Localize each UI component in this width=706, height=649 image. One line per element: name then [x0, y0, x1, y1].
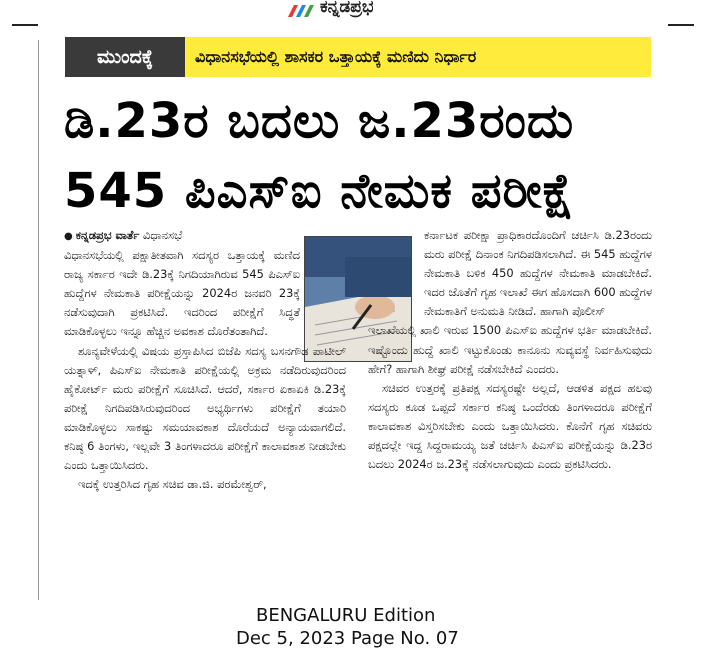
- kicker-text: ವಿಧಾನಸಭೆಯಲ್ಲಿ ಶಾಸಕರ ಒತ್ತಾಯಕ್ಕೆ ಮಣಿದು ನಿರ್ಧಾರ: [185, 37, 651, 77]
- article-column-left: [64, 226, 346, 494]
- article-paragraph-1: ವಿಧಾನಸಭೆಯಲ್ಲಿ ಪಕ್ಷಾತೀತವಾಗಿ ಸದಸ್ಯರ ಒತ್ತಾಯಕ್ಕೆ ಮಣಿದ ರಾಜ್ಯ ಸರ್ಕಾರ ಇದೇ ಡಿ.23ಕ್ಕೆ ನಿಗದಿಯಾಗಿರುವ 545 ಪಿಎಸ್‌ಐ ಹುದ್ದೆಗಳ ನೇಮಕಾತಿ ಪರೀಕ್ಷೆಯನ್ನು 2024ರ ಜನವರಿ 23ಕ್ಕೆ ನಡೆಸುವುದಾಗಿ ಪ್ರಕಟಿಸಿದೆ. ಇದರಿಂದ ಪರೀಕ್ಷೆಗೆ ಸಿದ್ಧತೆ ಮಾಡಿಕೊಳ್ಳಲು ಇನ್ನೂ ಹೆಚ್ಚಿನ ಅವಕಾಶ ದೊರೆತಂತಾಗಿದೆ.: [64, 248, 300, 339]
- article-column-right: [368, 226, 652, 474]
- article-byline: [64, 226, 300, 246]
- edition-label: BENGALURU Edition: [256, 605, 436, 626]
- masthead-logo-icon: [286, 3, 316, 17]
- article-paragraph-4: ಸಚಿವರ ಉತ್ತರಕ್ಕೆ ಪ್ರತಿಪಕ್ಷ ಸದಸ್ಯರಷ್ಟೇ ಅಲ್ಲದೆ, ಆಡಳಿತ ಪಕ್ಷದ ಹಲವು ಸದಸ್ಯರು ಕೂಡ ಒಪ್ಪದೆ ಸರ್ಕಾರ ಕನಿಷ್ಠ ಒಂದೆರಡು ತಿಂಗಳಾದರೂ ಪರೀಕ್ಷೆಗೆ ಕಾಲಾವಕಾಶ ವಿಸ್ತರಿಸಬೇಕು ಎಂದು ಒತ್ತಾಯಿಸಿದರು. ಕೊನೆಗೆ ಗೃಹ ಸಚಿವರು ಪಕ್ಷದಲ್ಲೇ ಇದ್ದ ಸಿದ್ದರಾಮಯ್ಯ ಜತೆ ಚರ್ಚಿಸಿ ಪಿಎಸ್‌ಐ ಪರೀಕ್ಷೆಯನ್ನು ಡಿ.23ರ ಬದಲು 2024ರ ಜ.23ಕ್ಕೆ ನಡೆಸಲಾಗುವುದು ಎಂದು ಪ್ರಕಟಿಸಿದರು.: [368, 380, 652, 472]
- page-margin-line: [38, 40, 39, 600]
- masthead: [286, 0, 426, 20]
- article-paragraph-3-cont: ಕರ್ನಾಟಕ ಪರೀಕ್ಷಾ ಪ್ರಾಧಿಕಾರದೊಂದಿಗೆ ಚರ್ಚಿಸಿ ಡಿ.23ರಂದು ಮರು ಪರೀಕ್ಷೆ ದಿನಾಂಕ ನಿಗದಿಪಡಿಸಲಾಗಿದೆ. ಈ 545 ಹುದ್ದೆಗಳ ನೇಮಕಾತಿ ಬಳಿಕ 450 ಹುದ್ದೆಗಳ ನೇಮಕಾತಿ ಮಾಡಬೇಕಿದೆ. ಇದರ ಜೊತೆಗೆ ಗೃಹ ಇಲಾಖೆ ಈಗ ಹೊಸದಾಗಿ 600 ಹುದ್ದೆಗಳ ನೇಮಕಾತಿಗೆ ಅನುಮತಿ ನೀಡಿದೆ. ಹಾಗಾಗಿ ಪೊಲೀಸ್: [424, 228, 652, 319]
- article-paragraph-3-start: ಇದಕ್ಕೆ ಉತ್ತರಿಸಿದ ಗೃಹ ಸಚಿವ ಡಾ.ಜಿ. ಪರಮೇಶ್ವರ್,: [78, 477, 267, 492]
- byline-source: ಕನ್ನಡಪ್ರಭ ವಾರ್ತೆ: [75, 228, 140, 242]
- headline-line-1: ಡಿ.23ರ ಬದಲು ಜ.23ರಂದು: [64, 93, 575, 149]
- byline-bullet-icon: ●: [64, 231, 73, 242]
- dateline-label: Dec 5, 2023 Page No. 07: [236, 628, 459, 649]
- header-rule-right: [668, 24, 694, 26]
- kicker-banner: [65, 37, 651, 77]
- header-rule-left: [12, 24, 38, 26]
- byline-place: ವಿಧಾನಸಭೆ: [142, 228, 183, 242]
- masthead-title: ಕನ್ನಡಪ್ರಭ: [320, 0, 374, 17]
- article-paragraph-2: ಶೂನ್ಯವೇಳೆಯಲ್ಲಿ ವಿಷಯ ಪ್ರಸ್ತಾಪಿಸಿದ ಬಿಜೆಪಿ ಸದಸ್ಯ ಬಸನಗೌಡ ಪಾಟೀಲ್ ಯತ್ನಾಳ್, ಪಿಎಸ್‌ಐ ನೇಮಕಾತಿ ಪರೀಕ್ಷೆಯಲ್ಲಿ ಅಕ್ರಮ ನಡೆದಿರುವುದರಿಂದ ಹೈಕೋರ್ಟ್ ಮರು ಪರೀಕ್ಷೆಗೆ ಸೂಚಿಸಿದೆ. ಆದರೆ, ಸರ್ಕಾರ ಏಕಾಏಕಿ ಡಿ.23ಕ್ಕೆ ಪರೀಕ್ಷೆ ನಿಗದಿಪಡಿಸಿರುವುದರಿಂದ ಅಭ್ಯರ್ಥಿಗಳು ಪರೀಕ್ಷೆಗೆ ತಯಾರಿ ಮಾಡಿಕೊಳ್ಳಲು ಸಾಕಷ್ಟು ಸಮಯಾವಕಾಶ ದೊರೆಯದೆ ಅನ್ಯಾಯವಾಗಲಿದೆ. ಕನಿಷ್ಠ 6 ತಿಂಗಳು, ಇಲ್ಲವೇ 3 ತಿಂಗಳಾದರೂ ಪರೀಕ್ಷೆಗೆ ಕಾಲಾವಕಾಶ ನೀಡಬೇಕು ಎಂದು ಒತ್ತಾಯಿಸಿದರು.: [64, 343, 346, 473]
- kicker-label: ಮುಂದಕ್ಕೆ: [65, 37, 185, 77]
- article-paragraph-3-end: ಇಲಾಖೆಯಲ್ಲಿ ಖಾಲಿ ಇರುವ 1500 ಪಿಎಸ್‌ಐ ಹುದ್ದೆಗಳ ಭರ್ತಿ ಮಾಡಬೇಕಿದೆ. ಇಷ್ಟೊಂದು ಹುದ್ದೆ ಖಾಲಿ ಇಟ್ಟುಕೊಂಡು ಕಾನೂನು ಸುವ್ಯವಸ್ಥೆ ನಿರ್ವಹಿಸುವುದು ಹೇಗೆ? ಹಾಗಾಗಿ ಶೀಘ್ರ ಪರೀಕ್ಷೆ ನಡೆಸಬೇಕಿದೆ ಎಂದರು.: [368, 323, 652, 376]
- headline-line-2: 545 ಪಿಎಸ್‌ಐ ನೇಮಕ ಪರೀಕ್ಷೆ: [64, 163, 575, 219]
